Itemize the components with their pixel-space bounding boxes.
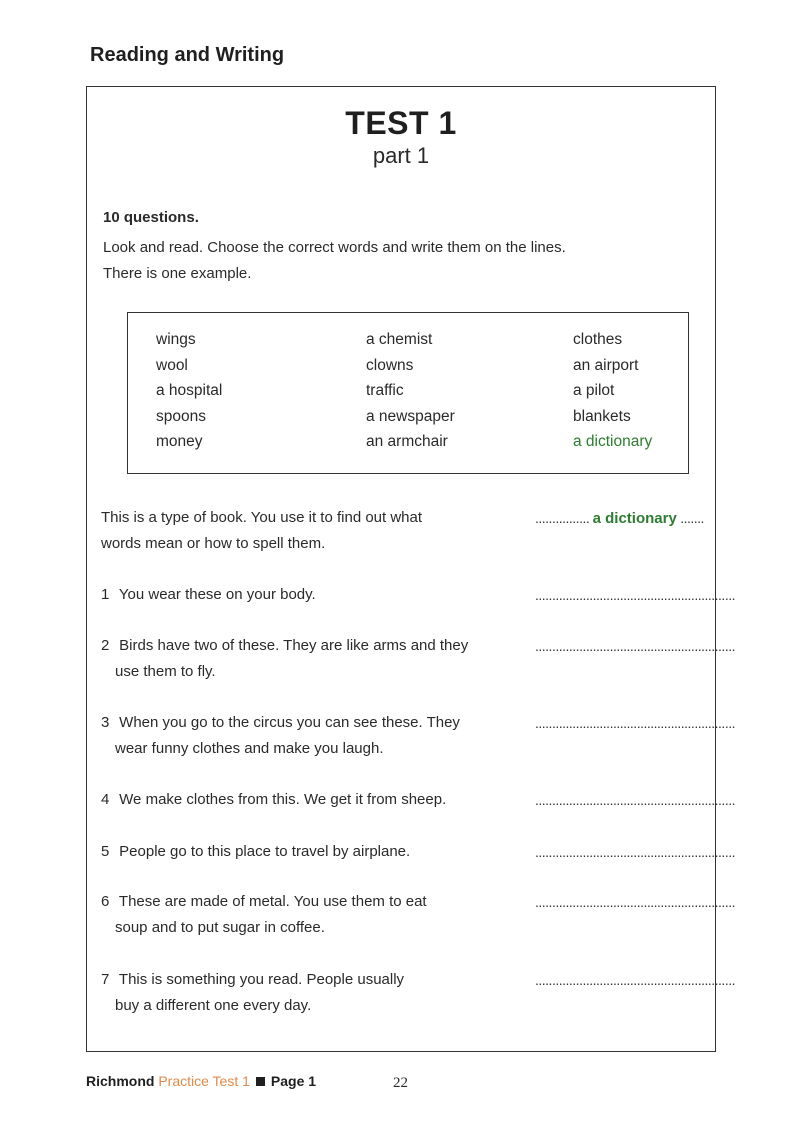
question-2 [101, 633, 521, 685]
answer-dots: ................ [535, 510, 590, 526]
answer-line-3[interactable]: ........................................................... [535, 715, 735, 731]
question-text: Birds have two of these. They are like arms and they [119, 637, 469, 654]
word-option: money [156, 433, 203, 450]
section-title: Reading and Writing [90, 44, 285, 66]
word-box [127, 312, 689, 474]
question-text: These are made of metal. You use them to eat [118, 893, 427, 910]
word-option: clowns [366, 356, 414, 374]
example-answer-line [535, 510, 704, 527]
example-line-1: This is a type of book. You use it to find out what [101, 509, 423, 526]
question-text: People go to this place to travel by airplane. [119, 843, 411, 860]
word-option: wings [156, 331, 196, 348]
square-bullet-icon [256, 1077, 265, 1086]
answer-line-2[interactable]: ........................................................... [535, 638, 735, 654]
answer-line-1[interactable]: ........................................................... [535, 587, 735, 603]
word-option-example: a dictionary [573, 433, 653, 450]
question-text-continued: soup and to put sugar in coffee. [115, 919, 325, 936]
word-option: an airport [573, 356, 639, 374]
word-option: spoons [156, 407, 206, 425]
footer-practice-label: Practice Test 1 [158, 1073, 250, 1089]
question-5 [101, 839, 521, 865]
question-text-continued: buy a different one every day. [115, 997, 312, 1014]
word-column-2 [366, 327, 455, 455]
question-number: 5 [101, 843, 110, 860]
answer-dots: ....... [680, 510, 704, 526]
question-count: 10 questions. [103, 209, 199, 226]
question-text: You wear these on your body. [118, 586, 316, 603]
footer [86, 1073, 316, 1089]
word-option: a pilot [573, 382, 615, 399]
answer-line-4[interactable]: ........................................................... [535, 792, 735, 808]
answer-line-7[interactable]: ........................................................... [535, 972, 735, 988]
instruction-line-1: Look and read. Choose the correct words and write them on the lines. [103, 239, 566, 256]
question-number: 4 [101, 791, 110, 808]
word-column-3 [573, 327, 652, 455]
word-column-1 [156, 327, 222, 455]
word-option: clothes [573, 331, 623, 348]
test-title: TEST 1 [345, 105, 457, 141]
question-6 [101, 889, 521, 941]
question-number: 6 [101, 893, 110, 910]
example-line-2: words mean or how to spell them. [101, 535, 326, 552]
instruction-line-2: There is one example. [103, 265, 252, 282]
page-number: 22 [393, 1075, 408, 1091]
question-7 [101, 967, 521, 1019]
example-question [101, 505, 521, 557]
question-3 [101, 710, 521, 762]
question-1 [101, 582, 521, 608]
test-subtitle: part 1 [372, 143, 430, 168]
word-option: a chemist [366, 331, 433, 348]
word-option: a newspaper [366, 407, 455, 425]
question-4 [101, 787, 521, 813]
question-text: When you go to the circus you can see these. They [119, 714, 460, 731]
word-option: a hospital [156, 382, 223, 399]
example-answer: a dictionary [592, 510, 677, 527]
question-text-continued: use them to fly. [115, 663, 216, 680]
question-number: 7 [101, 971, 110, 988]
question-number: 3 [101, 714, 110, 731]
footer-page-label: Page 1 [270, 1073, 317, 1089]
test-frame [86, 86, 735, 1052]
word-option: wool [156, 356, 188, 374]
word-option: an armchair [366, 433, 448, 450]
question-number: 1 [101, 586, 110, 603]
word-option: blankets [573, 407, 631, 425]
answer-line-6[interactable]: ........................................................... [535, 894, 735, 910]
question-number: 2 [101, 637, 110, 654]
question-text: We make clothes from this. We get it from sheep. [119, 791, 447, 808]
footer-brand: Richmond [86, 1073, 155, 1089]
word-option: traffic [366, 382, 404, 399]
question-text-continued: wear funny clothes and make you laugh. [115, 740, 384, 757]
question-text: This is something you read. People usually [118, 971, 405, 988]
answer-line-5[interactable]: ........................................................... [535, 844, 735, 860]
